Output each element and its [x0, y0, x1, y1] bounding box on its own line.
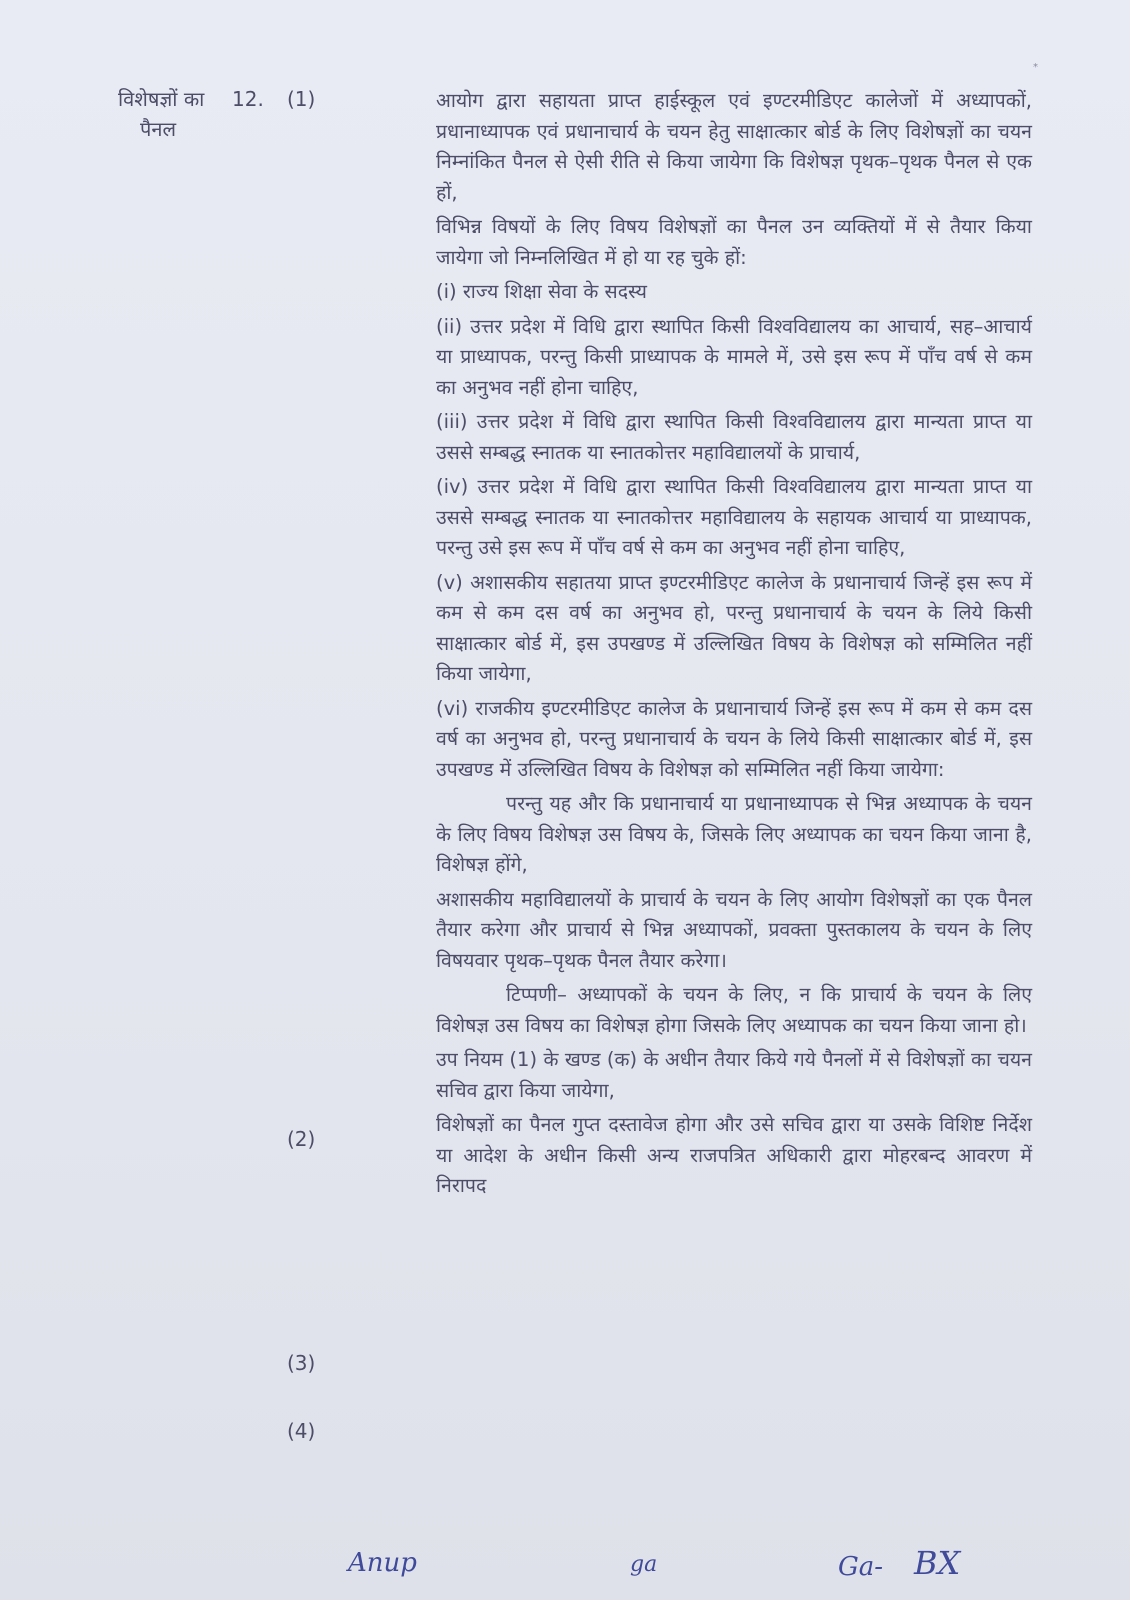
item-vi: (vi) राजकीय इण्टरमीडिएट कालेज के प्रधानाचार्य जिन्हें इस रूप में कम से कम दस वर्ष का अनुभव हो, परन्तु प्रधानाचार्य के चयन के लिये किसी साक्षात्कार बोर्ड में, इस उपखण्ड में उल्लिखित विषय के विशेषज्ञ को सम्मिलित नहीं किया जायेगा: — [436, 696, 1032, 781]
note: टिप्पणी– अध्यापकों के चयन के लिए, न कि प्राचार्य के चयन के लिए विशेषज्ञ उस विषय का विशेषज्ञ होगा जिसके लिए अध्यापक का चयन किया जाना हो। — [436, 983, 1032, 1037]
paragraph-2: विभिन्न विषयों के लिए विषय विशेषज्ञों का पैनल उन व्यक्तियों में से तैयार किया जायेगा जो निम्नलिखित में हो या रह चुके हों: — [436, 215, 1032, 269]
subrule-marker-4: (4) — [287, 1419, 316, 1443]
side-heading — [118, 84, 228, 144]
side-heading-line2: पैनल — [140, 117, 177, 141]
subrule-2-text: अशासकीय महाविद्यालयों के प्राचार्य के चयन के लिए आयोग विशेषज्ञों का एक पैनल तैयार करेगा और प्राचार्य से भिन्न अध्यापकों, प्रवक्ता पुस्तकालय के चयन के लिए विषयवार पृथक–पृथक पैनल तैयार करेगा। — [436, 887, 1032, 972]
handwritten-signature-1: Anup — [348, 1548, 417, 1578]
corner-mark: * — [1033, 62, 1038, 73]
side-heading-line1: विशेषज्ञों का — [118, 87, 205, 111]
paragraph-1: आयोग द्वारा सहायता प्राप्त हाईस्कूल एवं इण्टरमीडिएट कालेजों में अध्यापकों, प्रधानाध्यापक एवं प्रधानाचार्य के चयन हेतु साक्षात्कार बोर्ड के लिए विशेषज्ञों का चयन निम्नांकित पैनल से ऐसी रीति से किया जायेगा कि विशेषज्ञ पृथक–पृथक पैनल से एक हों, — [436, 89, 1032, 204]
subrule-marker-2: (2) — [287, 1127, 316, 1151]
rule-number: 12. — [232, 87, 264, 111]
handwritten-signature-2: Ga- — [838, 1552, 884, 1582]
subrule-marker-3: (3) — [287, 1351, 316, 1375]
item-i: (i) राज्य शिक्षा सेवा के सदस्य — [436, 280, 647, 303]
handwritten-signature-3: BX — [914, 1544, 961, 1582]
handwritten-initial: ga — [630, 1552, 658, 1577]
proviso: परन्तु यह और कि प्रधानाचार्य या प्रधानाध्यापक से भिन्न अध्यापक के चयन के लिए विषय विशेषज्ञ उस विषय के, जिसके लिए अध्यापक का चयन किया जाना है, विशेषज्ञ होंगे, — [436, 792, 1032, 876]
item-ii: (ii) उत्तर प्रदेश में विधि द्वारा स्थापित किसी विश्वविद्यालय का आचार्य, सह–आचार्य या प्राध्यापक, परन्तु किसी प्राध्यापक के मामले में, उसे इस रूप में पाँच वर्ष से कम का अनुभव नहीं होना चाहिए, — [436, 314, 1032, 399]
subrule-3-text: उप नियम (1) के खण्ड (क) के अधीन तैयार किये गये पैनलों में से विशेषज्ञों का चयन सचिव द्वारा किया जायेगा, — [436, 1048, 1032, 1102]
item-iii: (iii) उत्तर प्रदेश में विधि द्वारा स्थापित किसी विश्वविद्यालय द्वारा मान्यता प्राप्त या उससे सम्बद्ध स्नातक या स्नातकोत्तर महाविद्यालयों के प्राचार्य, — [436, 410, 1032, 464]
subrule-marker-1: (1) — [287, 87, 316, 111]
body-text — [436, 86, 1032, 1206]
subrule-4-text: विशेषज्ञों का पैनल गुप्त दस्तावेज होगा और उसे सचिव द्वारा या उसके विशिष्ट निर्देश या आदेश के अधीन किसी अन्य राजपत्रित अधिकारी द्वारा मोहरबन्द आवरण में निरापद — [436, 1113, 1032, 1197]
item-iv: (iv) उत्तर प्रदेश में विधि द्वारा स्थापित किसी विश्वविद्यालय द्वारा मान्यता प्राप्त या उससे सम्बद्ध स्नातक या स्नातकोत्तर महाविद्यालय के सहायक आचार्य या प्राध्यापक, परन्तु उसे इस रूप में पाँच वर्ष से कम का अनुभव नहीं होना चाहिए, — [436, 475, 1032, 559]
item-v: (v) अशासकीय सहातया प्राप्त इण्टरमीडिएट कालेज के प्रधानाचार्य जिन्हें इस रूप में कम से कम दस वर्ष का अनुभव हो, परन्तु प्रधानाचार्य के चयन के लिये किसी साक्षात्कार बोर्ड में, इस उपखण्ड में उल्लिखित विषय के विशेषज्ञ को सम्मिलित नहीं किया जायेगा, — [436, 570, 1032, 685]
